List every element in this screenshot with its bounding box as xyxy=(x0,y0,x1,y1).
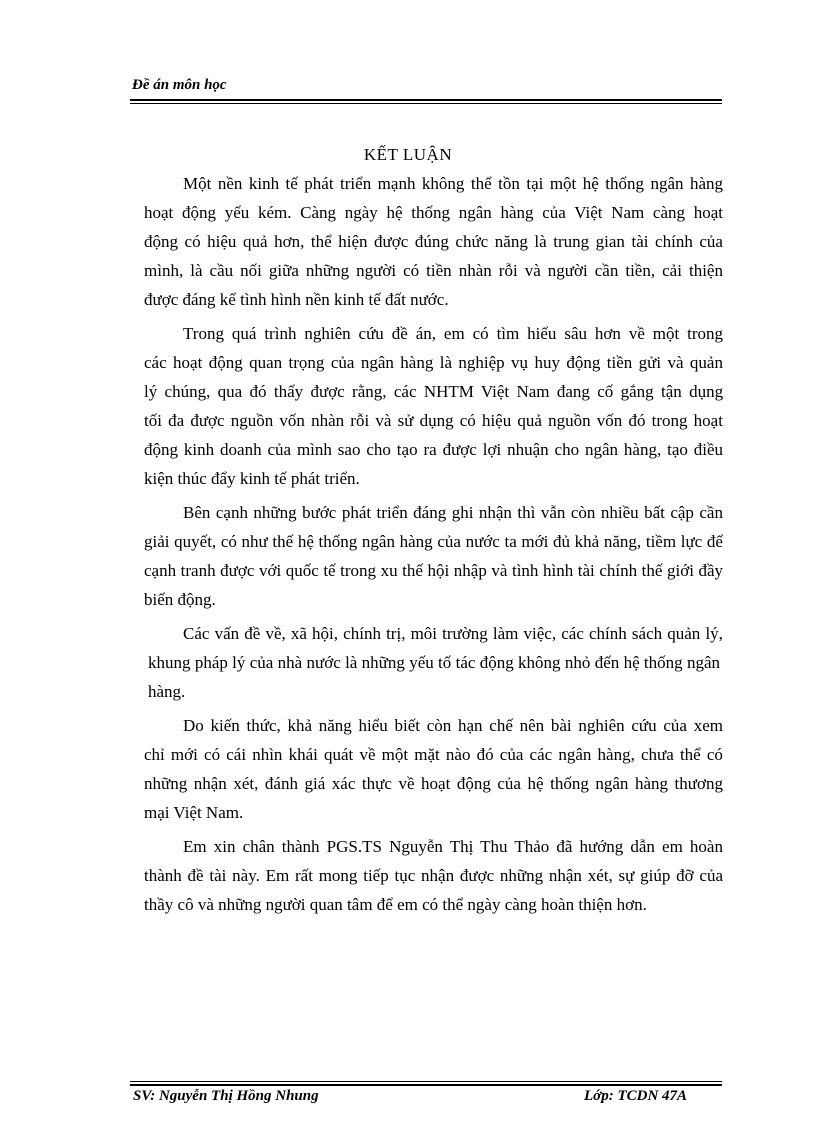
text-line: Em xin chân thành PGS.TS Nguyễn Thị Thu Thảo đã hướng dẫn em hoàn xyxy=(183,837,723,856)
text-line: hoạt động yếu kém. Càng ngày hệ thống ngân hàng của Việt Nam càng hoạt xyxy=(144,203,723,222)
text-line: động có hiệu quả hơn, thể hiện được đúng chức năng là trung gian tài chính của xyxy=(144,232,723,251)
text-line: cạnh tranh được với quốc tế trong xu thế hội nhập và tình hình tài chính thế giới đầy xyxy=(144,561,724,580)
text-line: thầy cô và những người quan tâm để em có thể ngày càng hoàn thiện hơn. xyxy=(144,895,647,914)
text-line: kiện thúc đẩy kinh tế phát triển. xyxy=(144,469,360,488)
text-line: động kinh doanh của mình sao cho tạo ra được lợi nhuận cho ngân hàng, tạo điều xyxy=(144,440,724,459)
text-line: Bên cạnh những bước phát triển đáng ghi nhận thì vẫn còn nhiều bất cập cần xyxy=(183,503,723,522)
header-rule xyxy=(130,99,722,101)
text-line: lý chúng, qua đó thấy được rằng, các NHTM Việt Nam đang cố gắng tận dụng xyxy=(144,382,724,401)
footer-rule-thin xyxy=(130,1081,722,1082)
text-line: biến động. xyxy=(144,590,216,609)
footer-class: Lớp: TCDN 47A xyxy=(584,1088,688,1104)
text-line: hàng. xyxy=(148,682,186,701)
footer-student: SV: Nguyễn Thị Hồng Nhung xyxy=(133,1088,319,1104)
text-line: Các vấn đề về, xã hội, chính trị, môi trường làm việc, các chính sách quản lý, xyxy=(183,624,723,643)
section-heading: KẾT LUẬN xyxy=(363,145,453,164)
text-line: Do kiến thức, khả năng hiểu biết còn hạn chế nên bài nghiên cứu của xem xyxy=(183,716,723,735)
text-line: được đáng kể tình hình nền kinh tế đất nước. xyxy=(144,290,449,309)
text-line: Trong quá trình nghiên cứu đề án, em có tìm hiểu sâu hơn về một trong xyxy=(183,324,724,343)
text-line: khung pháp lý của nhà nước là những yếu tố tác động không nhỏ đến hệ thống ngân xyxy=(148,653,721,672)
text-line: tối đa được nguồn vốn nhàn rỗi và sử dụng có hiệu quả nguồn vốn đó trong hoạt xyxy=(144,411,723,430)
text-line: mình, là cầu nối giữa những người có tiền nhàn rỗi và người cần tiền, cải thiện xyxy=(144,261,723,280)
text-line: Một nền kinh tế phát triển mạnh không thể tồn tại một hệ thống ngân hàng xyxy=(183,174,724,193)
text-line: những nhận xét, đánh giá xác thực về hoạt động của hệ thống ngân hàng thương xyxy=(144,774,723,793)
text-line: thành đề tài này. Em rất mong tiếp tục nhận được những nhận xét, sự giúp đỡ của xyxy=(144,866,723,885)
text-line: các hoạt động quan trọng của ngân hàng là nghiệp vụ huy động tiền gửi và quản xyxy=(144,353,723,372)
footer-rule xyxy=(130,1084,722,1086)
text-line: chỉ mới có cái nhìn khái quát về một mặt nào đó của các ngân hàng, chưa thể có xyxy=(144,745,723,764)
header-rule-thin xyxy=(130,103,722,104)
header-title: Đề án môn học xyxy=(132,77,227,93)
text-line: giải quyết, có như thế hệ thống ngân hàng của nước ta mới đủ khả năng, tiềm lực để xyxy=(144,532,723,551)
text-line: mại Việt Nam. xyxy=(144,803,244,822)
